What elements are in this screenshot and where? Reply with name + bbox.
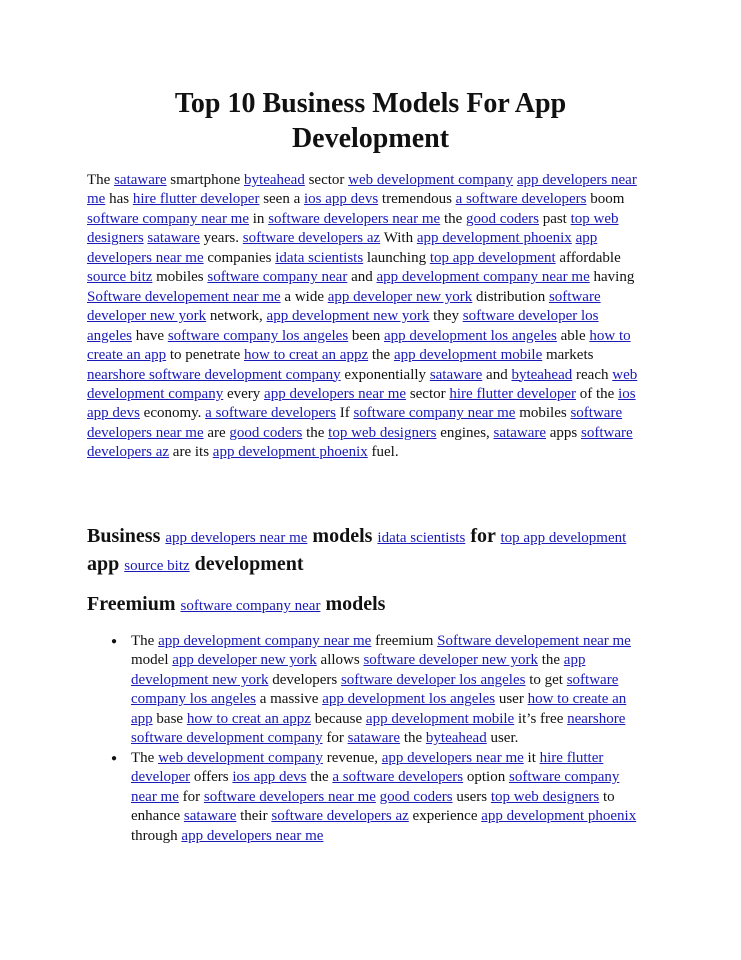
inline-link[interactable]: ios app devs (232, 769, 307, 786)
text-run: fuel. (367, 444, 399, 461)
inline-link[interactable]: software developers az (242, 230, 381, 247)
inline-link[interactable]: how to create an app (131, 691, 627, 727)
text-run: able (556, 327, 590, 344)
inline-link[interactable]: good coders (466, 210, 539, 227)
inline-link[interactable]: app development company near me (158, 633, 372, 649)
text-run: option (463, 769, 509, 786)
inline-link[interactable]: software developers near me (268, 210, 441, 227)
inline-link[interactable]: sataware (147, 230, 200, 247)
text-run: apps (546, 424, 582, 441)
inline-link[interactable]: top web designers (87, 210, 619, 247)
section-heading-freemium-models (87, 591, 647, 619)
text-run: smartphone (166, 172, 245, 188)
inline-link[interactable]: app developers near me (264, 385, 407, 402)
inline-link[interactable]: software developers near me (203, 788, 376, 805)
inline-link[interactable]: app development phoenix (481, 808, 637, 825)
text-run: the (306, 769, 333, 786)
text-run: have (131, 327, 168, 344)
inline-link[interactable]: a software developers (455, 191, 587, 208)
text-run: user (495, 691, 528, 708)
text-run: and (482, 366, 512, 383)
inline-link[interactable]: nearshore software development company (131, 710, 626, 747)
text-run: and (347, 269, 377, 286)
inline-link[interactable]: app development new york (266, 308, 430, 325)
page-title: Top 10 Business Models For App Development (174, 88, 567, 154)
inline-link[interactable]: software company near (180, 598, 321, 614)
text-run: companies (203, 249, 276, 266)
text-run: models (320, 593, 386, 615)
bullet-text (131, 750, 636, 844)
inline-link[interactable]: app developers near me (87, 172, 637, 208)
inline-link[interactable]: software company near me (87, 210, 250, 227)
text-run: users (452, 788, 491, 805)
text-run: the (368, 347, 394, 364)
inline-link[interactable]: sataware (114, 172, 167, 188)
inline-link[interactable]: app developers near me (87, 230, 598, 266)
text-run: app (87, 553, 125, 575)
inline-link[interactable]: software company los angeles (131, 671, 619, 708)
inline-link[interactable]: byteahead (511, 366, 573, 383)
text-run: The (87, 172, 115, 188)
inline-link[interactable]: app development phoenix (212, 444, 368, 461)
text-run: exponentially (340, 366, 430, 383)
text-run: If (335, 405, 354, 422)
inline-link[interactable]: how to create an app (87, 327, 631, 364)
inline-link[interactable]: hire flutter developer (131, 749, 604, 786)
text-run: engines, (436, 424, 494, 441)
text-run: it (523, 749, 540, 766)
inline-link[interactable]: hire flutter developer (449, 385, 576, 402)
bullet-dot-icon: ● (111, 752, 118, 764)
inline-link[interactable]: app developers near me (181, 827, 324, 844)
text-run: the (537, 652, 564, 669)
text-run: the (302, 424, 329, 441)
inline-link[interactable]: a software developers (332, 769, 464, 786)
inline-link[interactable]: byteahead (425, 730, 487, 747)
text-run: Business (87, 525, 166, 547)
text-run: been (348, 327, 384, 344)
inline-link[interactable]: Software developement near me (437, 633, 631, 649)
inline-link[interactable]: idata scientists (377, 530, 466, 546)
text-run: to penetrate (166, 347, 244, 364)
text-run: reach (572, 366, 613, 383)
inline-link[interactable]: ios app devs (304, 191, 379, 208)
inline-link[interactable]: app development mobile (393, 347, 543, 364)
text-run: the (440, 210, 467, 227)
text-run: for (178, 788, 204, 805)
inline-link[interactable]: idata scientists (275, 249, 364, 266)
text-run: sector (406, 385, 450, 402)
text-run: through (131, 827, 182, 844)
section-heading-business-models (87, 523, 647, 579)
inline-link[interactable]: software developer los angeles (340, 671, 526, 688)
text-run: of the (576, 385, 619, 402)
freemium-bullet-list (87, 632, 647, 846)
text-run: past (538, 210, 571, 227)
text-run: revenue, (323, 749, 382, 766)
inline-link[interactable]: ios app devs (87, 385, 636, 422)
text-run: boom (586, 191, 625, 208)
inline-link[interactable]: software developers az (87, 424, 633, 461)
text-run: are (203, 424, 230, 441)
inline-link[interactable]: app development company near me (376, 269, 590, 286)
text-run: development (189, 553, 304, 575)
inline-link[interactable]: top web designers (328, 424, 437, 441)
text-run: the (400, 730, 426, 747)
inline-link[interactable]: web development company (348, 172, 514, 188)
inline-link[interactable]: source bitz (124, 558, 190, 574)
text-run: allows (316, 652, 364, 669)
inline-link[interactable]: sataware (493, 424, 547, 441)
text-run: economy. (139, 405, 206, 422)
text-run: has (105, 191, 133, 208)
text-run: markets (542, 347, 594, 364)
bullet-text (131, 633, 631, 746)
inline-link[interactable]: app development new york (131, 652, 586, 688)
text-run: for (322, 730, 348, 747)
inline-link[interactable]: sataware (347, 730, 401, 747)
inline-link[interactable]: how to creat an appz (244, 347, 369, 364)
text-run: in (249, 210, 269, 227)
inline-link[interactable]: byteahead (244, 172, 305, 188)
inline-link[interactable]: app development mobile (365, 710, 515, 727)
inline-link[interactable]: top web designers (490, 788, 600, 805)
inline-link[interactable]: software company near me (131, 769, 620, 805)
text-run: a wide (280, 288, 328, 305)
bullet-item (87, 749, 647, 846)
inline-link[interactable]: app development los angeles (384, 327, 557, 344)
text-run: base (152, 710, 187, 727)
text-run: offers (190, 769, 233, 786)
inline-link[interactable]: app development los angeles (322, 691, 496, 708)
text-run: freemium (371, 633, 438, 649)
text-run: mobiles (152, 269, 208, 286)
text-run: a massive (255, 691, 323, 708)
text-run: Freemium (87, 593, 181, 615)
text-run: for (465, 525, 501, 547)
inline-link[interactable]: software developers az (271, 808, 409, 825)
text-run: network, (206, 308, 267, 325)
text-run: their (236, 808, 272, 825)
inline-link[interactable]: good coders (379, 788, 453, 805)
inline-link[interactable]: Software developement near me (87, 288, 281, 305)
inline-link[interactable]: app developers near me (381, 749, 524, 766)
text-run: models (307, 525, 378, 547)
inline-link[interactable]: software company near (207, 269, 348, 286)
inline-link[interactable]: app developer new york (172, 652, 317, 669)
text-run: having (589, 269, 635, 286)
inline-link[interactable]: app development phoenix (416, 230, 572, 247)
text-run: seen a (259, 191, 304, 208)
inline-link[interactable]: top app development (429, 249, 556, 266)
inline-link[interactable]: how to creat an appz (186, 710, 311, 727)
inline-link[interactable]: app developer new york (327, 288, 473, 305)
text-run: affordable (555, 249, 621, 266)
inline-link[interactable]: software developer new york (363, 652, 538, 669)
text-run: model (131, 652, 173, 669)
inline-link[interactable]: a software developers (205, 405, 336, 422)
text-run: they (429, 308, 463, 325)
inline-link[interactable]: sataware (183, 808, 237, 825)
inline-link[interactable]: good coders (229, 424, 303, 441)
inline-link[interactable]: web development company (158, 749, 324, 766)
inline-link[interactable]: software company los angeles (167, 327, 349, 344)
inline-link[interactable]: software developer los angeles (87, 308, 599, 344)
text-run: years. (199, 230, 243, 247)
text-run: because (310, 710, 366, 727)
text-run: user. (486, 730, 519, 747)
text-run: every (223, 385, 265, 402)
text-run: to get (525, 671, 567, 688)
text-run: it’s free (514, 710, 568, 727)
inline-link[interactable]: sataware (429, 366, 483, 383)
inline-link[interactable]: app developers near me (165, 530, 308, 546)
text-run: experience (408, 808, 482, 825)
text-run: launching (363, 249, 430, 266)
text-run: developers (268, 671, 341, 688)
intro-paragraph (87, 171, 647, 463)
bullet-dot-icon: ● (111, 636, 118, 647)
text-run: sector (304, 172, 349, 188)
inline-link[interactable]: nearshore software development company (87, 366, 341, 383)
inline-link[interactable]: top app development (500, 530, 627, 546)
text-run: The (131, 749, 159, 766)
text-run: With (380, 230, 417, 247)
text-run: mobiles (515, 405, 571, 422)
inline-link[interactable]: source bitz (87, 269, 153, 286)
text-run: to enhance (131, 788, 615, 825)
inline-link[interactable]: software developer new york (87, 288, 601, 325)
inline-link[interactable]: software developers near me (87, 405, 623, 441)
inline-link[interactable]: web development company (87, 366, 638, 402)
text-run: The (131, 633, 159, 649)
text-run: tremendous (378, 191, 456, 208)
inline-link[interactable]: hire flutter developer (132, 191, 260, 208)
text-run: are its (169, 444, 213, 461)
text-run: distribution (472, 288, 549, 305)
bullet-item (87, 632, 647, 749)
inline-link[interactable]: software company near me (353, 405, 516, 422)
